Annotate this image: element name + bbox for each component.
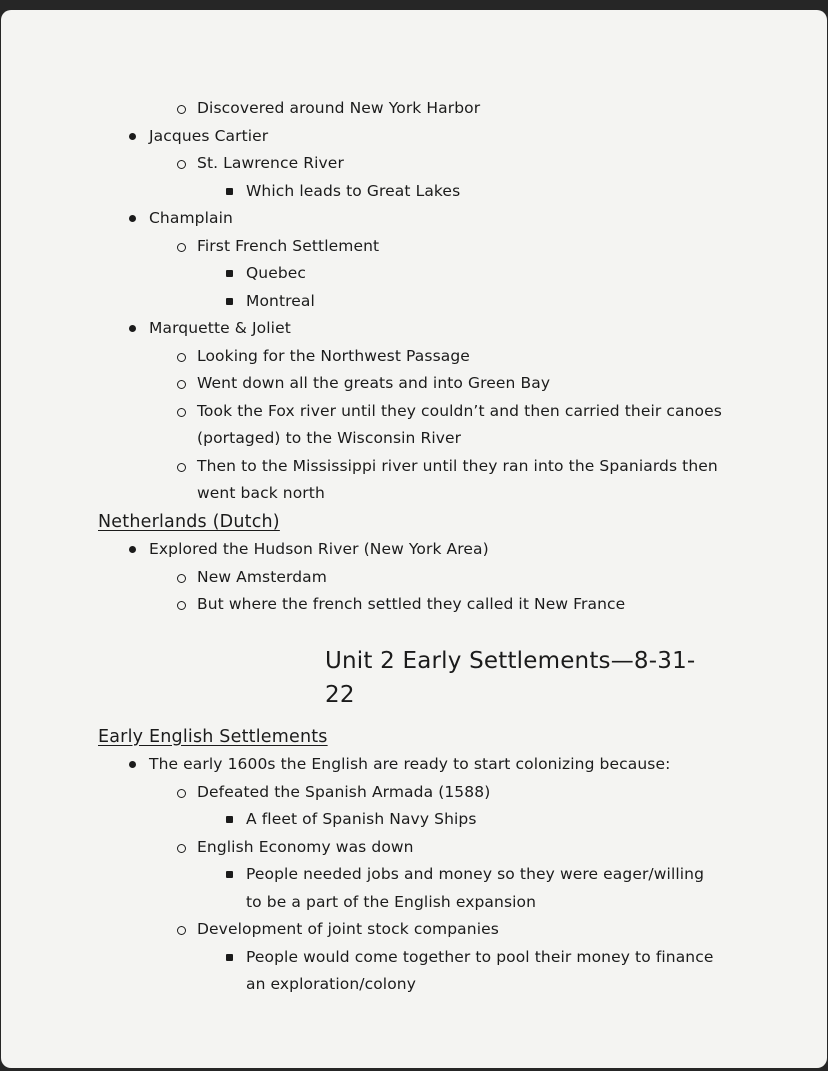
list-item-text: New Amsterdam [197,567,327,586]
list-item-text: First French Settlement [197,236,380,255]
list-item [98,944,723,999]
section-heading: Netherlands (Dutch) [98,511,280,532]
list-item [98,288,723,316]
list-item [98,233,723,261]
circle-bullet-icon [177,343,197,371]
document-content [98,95,723,999]
list-item [98,916,723,944]
list-item [98,315,723,343]
circle-bullet-icon [177,834,197,862]
list-item-text: Then to the Mississippi river until they ran into the Spaniards then went back north [197,456,718,502]
list-item [98,779,723,807]
circle-bullet-icon [177,370,197,398]
list-item-text: Jacques Cartier [149,126,269,145]
square-bullet-icon [226,861,246,916]
list-item-text: The early 1600s the English are ready to start colonizing because: [149,755,671,773]
disc-bullet-icon [129,751,149,779]
list-item [98,343,723,371]
page-title: Unit 2 Early Settlements—8-31-22 [325,647,696,708]
circle-bullet-icon [177,150,197,178]
list-item [98,95,723,123]
list-item-text: St. Lawrence River [197,154,344,172]
square-bullet-icon [226,806,246,834]
list-item [98,591,723,619]
list-item [98,834,723,862]
list-item [98,178,723,206]
list-item-text: Looking for the Northwest Passage [197,346,470,365]
list-item-text: A fleet of Spanish Navy Ships [246,810,477,828]
square-bullet-icon [226,178,246,206]
list-item [98,260,723,288]
circle-bullet-icon [177,591,197,619]
list-item [98,370,723,398]
list-item [98,453,723,508]
circle-bullet-icon [177,779,197,807]
square-bullet-icon [226,944,246,999]
document-page [1,10,827,1068]
list-item-text: Marquette & Joliet [149,319,291,337]
disc-bullet-icon [129,536,149,564]
list-item [98,150,723,178]
list-item-text: Discovered around New York Harbor [197,99,481,117]
list-item-text: Which leads to Great Lakes [246,181,461,200]
list-item [98,123,723,151]
list-item [98,205,723,233]
square-bullet-icon [226,260,246,288]
circle-bullet-icon [177,453,197,508]
list-item [98,564,723,592]
list-item-text: Explored the Hudson River (New York Area) [149,540,489,558]
circle-bullet-icon [177,564,197,592]
list-item-text: Defeated the Spanish Armada (1588) [197,782,491,801]
square-bullet-icon [226,288,246,316]
disc-bullet-icon [129,205,149,233]
list-item [98,398,723,453]
disc-bullet-icon [129,315,149,343]
disc-bullet-icon [129,123,149,151]
list-item-text: People needed jobs and money so they were eager/willing to be a part of the English expansion [246,865,705,911]
list-item-text: Quebec [246,264,307,282]
section-heading: Early English Settlements [98,726,328,747]
list-item [98,751,723,779]
list-item-text: Champlain [149,209,233,227]
list-item [98,536,723,564]
list-item-text: English Economy was down [197,837,414,856]
circle-bullet-icon [177,398,197,453]
list-item-text: Montreal [246,291,315,310]
circle-bullet-icon [177,233,197,261]
list-item-text: But where the french settled they called it New France [197,595,626,613]
list-item [98,861,723,916]
list-item-text: Took the Fox river until they couldn’t and then carried their canoes (portaged) to the Wisconsin River [197,401,722,447]
list-item [98,806,723,834]
list-item-text: Development of joint stock companies [197,920,499,938]
circle-bullet-icon [177,916,197,944]
list-item-text: People would come together to pool their money to finance an exploration/colony [246,947,714,993]
circle-bullet-icon [177,95,197,123]
list-item-text: Went down all the greats and into Green Bay [197,374,551,392]
